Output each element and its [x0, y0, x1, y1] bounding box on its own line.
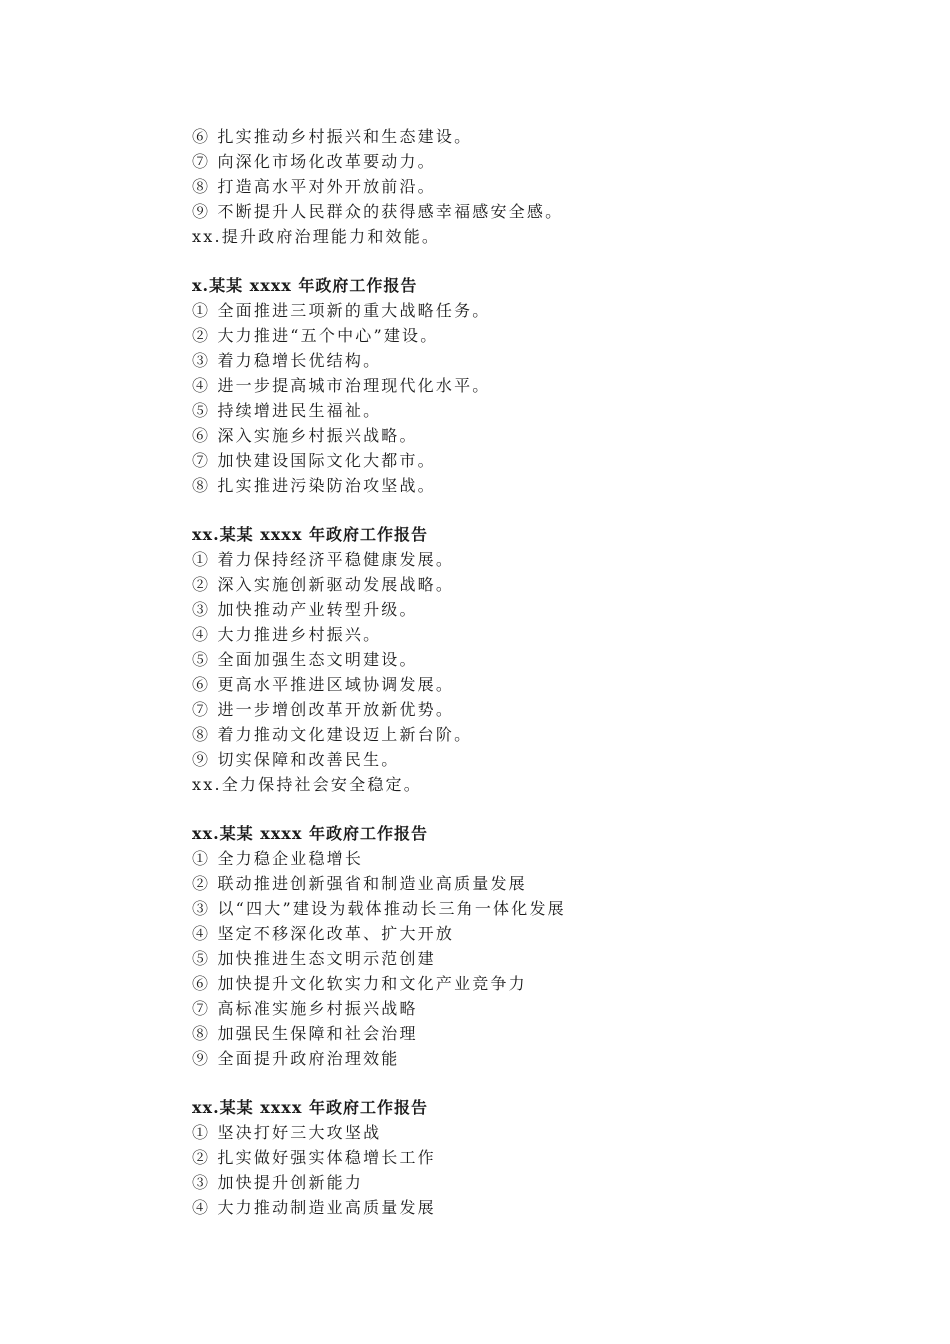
list-item: ⑧ 着力推动文化建设迈上新台阶。 — [192, 725, 473, 744]
list-item: xx.全力保持社会安全稳定。 — [192, 775, 422, 794]
list-item: xx.提升政府治理能力和效能。 — [192, 227, 441, 246]
list-item: ⑥ 更高水平推进区域协调发展。 — [192, 675, 455, 694]
list-item: ⑤ 全面加强生态文明建设。 — [192, 650, 418, 669]
list-item: ⑨ 不断提升人民群众的获得感幸福感安全感。 — [192, 202, 564, 221]
section-heading: xx.某某 xxxx 年政府工作报告 — [192, 1098, 428, 1117]
list-item: ③ 着力稳增长优结构。 — [192, 351, 382, 370]
list-item: ⑧ 加强民生保障和社会治理 — [192, 1024, 418, 1043]
list-item: ⑥ 加快提升文化软实力和文化产业竞争力 — [192, 974, 527, 993]
report-section — [192, 273, 892, 498]
list-item: ③ 加快推动产业转型升级。 — [192, 600, 418, 619]
list-item: ④ 大力推动制造业高质量发展 — [192, 1198, 436, 1217]
list-item: ⑧ 打造高水平对外开放前沿。 — [192, 177, 436, 196]
list-item: ② 深入实施创新驱动发展战略。 — [192, 575, 455, 594]
list-item: ⑤ 持续增进民生福祉。 — [192, 401, 382, 420]
list-item: ④ 坚定不移深化改革、扩大开放 — [192, 924, 455, 943]
list-item: ⑧ 扎实推进污染防治攻坚战。 — [192, 476, 436, 495]
list-item: ① 全力稳企业稳增长 — [192, 849, 364, 868]
section-spacer — [192, 249, 892, 273]
list-item: ⑨ 全面提升政府治理效能 — [192, 1049, 400, 1068]
list-item: ⑥ 深入实施乡村振兴战略。 — [192, 426, 418, 445]
list-item: ③ 加快提升创新能力 — [192, 1173, 364, 1192]
list-item: ④ 进一步提高城市治理现代化水平。 — [192, 376, 491, 395]
list-item: ② 大力推进“五个中心”建设。 — [192, 326, 439, 345]
section-heading: xx.某某 xxxx 年政府工作报告 — [192, 525, 428, 544]
list-item: ① 坚决打好三大攻坚战 — [192, 1123, 382, 1142]
report-section — [192, 821, 892, 1071]
section-spacer — [192, 797, 892, 821]
list-item: ⑤ 加快推进生态文明示范创建 — [192, 949, 436, 968]
list-item: ① 着力保持经济平稳健康发展。 — [192, 550, 455, 569]
section-spacer — [192, 498, 892, 522]
list-item: ⑨ 切实保障和改善民生。 — [192, 750, 400, 769]
intro-section — [192, 124, 892, 249]
report-section — [192, 1095, 892, 1220]
section-spacer — [192, 1071, 892, 1095]
document-page — [192, 124, 892, 1220]
list-item: ⑦ 加快建设国际文化大都市。 — [192, 451, 436, 470]
list-item: ② 扎实做好强实体稳增长工作 — [192, 1148, 436, 1167]
list-item: ② 联动推进创新强省和制造业高质量发展 — [192, 874, 527, 893]
report-section — [192, 522, 892, 797]
list-item: ⑥ 扎实推动乡村振兴和生态建设。 — [192, 127, 473, 146]
list-item: ④ 大力推进乡村振兴。 — [192, 625, 382, 644]
list-item: ⑦ 高标准实施乡村振兴战略 — [192, 999, 418, 1018]
list-item: ⑦ 进一步增创改革开放新优势。 — [192, 700, 455, 719]
list-item: ③ 以“四大”建设为载体推动长三角一体化发展 — [192, 899, 566, 918]
list-item: ① 全面推进三项新的重大战略任务。 — [192, 301, 491, 320]
section-heading: xx.某某 xxxx 年政府工作报告 — [192, 824, 428, 843]
list-item: ⑦ 向深化市场化改革要动力。 — [192, 152, 436, 171]
section-heading: x.某某 xxxx 年政府工作报告 — [192, 276, 418, 295]
